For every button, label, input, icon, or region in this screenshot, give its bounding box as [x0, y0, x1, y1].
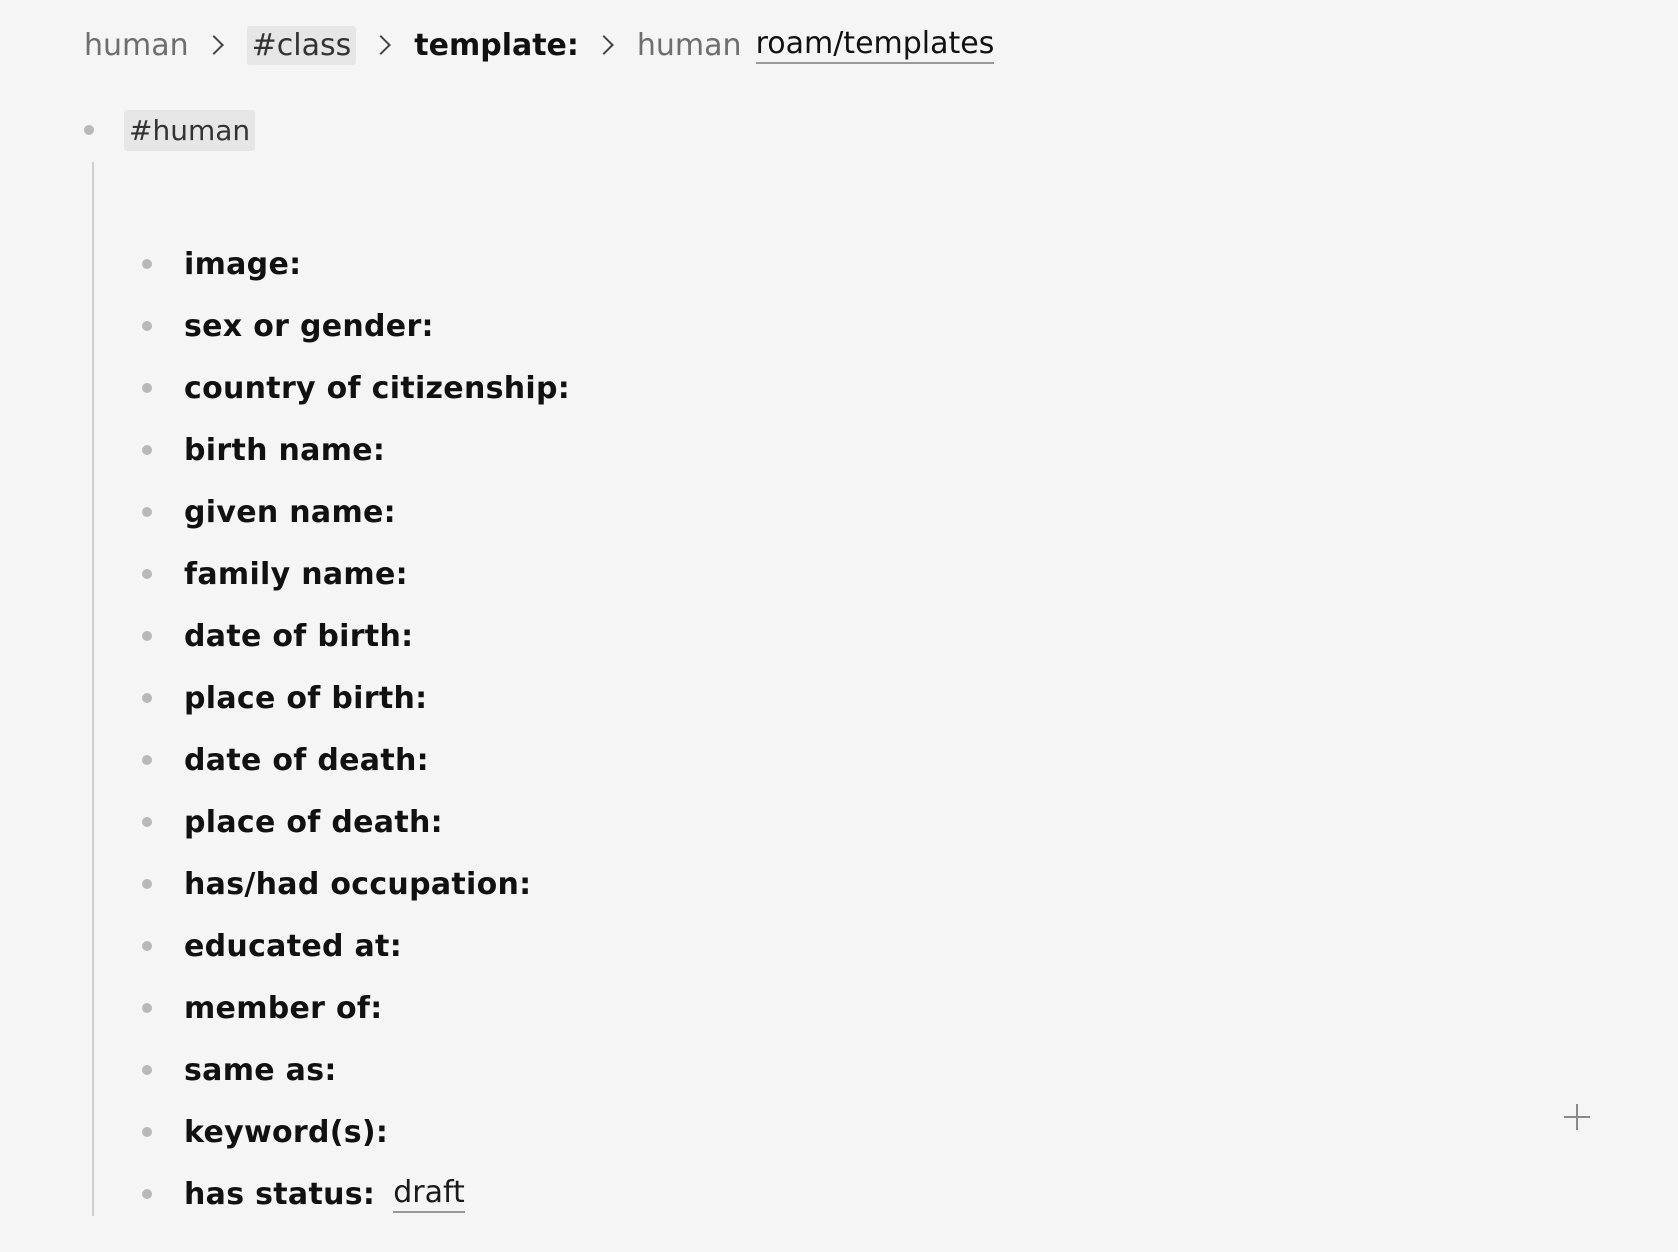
property-key[interactable]: sex or gender: — [184, 308, 434, 344]
property-key[interactable]: given name: — [184, 494, 396, 530]
property-key[interactable]: place of birth: — [184, 680, 428, 716]
breadcrumb-item-template[interactable]: template: — [414, 27, 579, 63]
property-row[interactable] — [142, 1039, 570, 1101]
property-key[interactable]: same as: — [184, 1052, 337, 1088]
bullet-dot-icon[interactable] — [142, 693, 152, 703]
bullet-dot-icon[interactable] — [142, 445, 152, 455]
property-row[interactable] — [142, 915, 570, 977]
chevron-right-icon — [371, 35, 391, 55]
property-row[interactable] — [142, 1163, 570, 1225]
property-row[interactable] — [142, 977, 570, 1039]
property-key[interactable]: keyword(s): — [184, 1114, 389, 1150]
property-row[interactable] — [142, 853, 570, 915]
property-key[interactable]: has status: — [184, 1176, 376, 1212]
breadcrumb-item-class-tag[interactable]: #class — [247, 26, 357, 65]
indent-guide-line[interactable] — [92, 162, 94, 1216]
property-row[interactable] — [142, 791, 570, 853]
property-key[interactable]: date of death: — [184, 742, 429, 778]
bullet-dot-icon[interactable] — [142, 1127, 152, 1137]
property-value-link[interactable]: draft — [393, 1175, 465, 1213]
bullet-dot-icon[interactable] — [142, 941, 152, 951]
bullet-dot-icon[interactable] — [142, 1065, 152, 1075]
plus-icon[interactable] — [1564, 1104, 1590, 1130]
property-key[interactable]: birth name: — [184, 432, 386, 468]
property-key[interactable]: has/had occupation: — [184, 866, 532, 902]
human-tag[interactable]: #human — [124, 110, 255, 151]
bullet-dot-icon[interactable] — [142, 507, 152, 517]
property-key[interactable]: educated at: — [184, 928, 402, 964]
property-key[interactable]: country of citizenship: — [184, 370, 571, 406]
property-row[interactable] — [142, 1101, 570, 1163]
chevron-right-icon — [594, 35, 614, 55]
property-row[interactable] — [142, 729, 570, 791]
chevron-right-icon — [204, 35, 224, 55]
bullet-dot-icon[interactable] — [142, 321, 152, 331]
property-row[interactable] — [142, 357, 570, 419]
bullet-dot-icon[interactable] — [84, 125, 94, 135]
property-row[interactable] — [142, 543, 570, 605]
property-key[interactable]: family name: — [184, 556, 408, 592]
bullet-dot-icon[interactable] — [142, 1189, 152, 1199]
property-key[interactable]: member of: — [184, 990, 383, 1026]
bullet-dot-icon[interactable] — [142, 817, 152, 827]
property-row[interactable] — [142, 295, 570, 357]
roam-templates-link[interactable]: roam/templates — [756, 26, 995, 64]
property-list — [142, 233, 570, 1225]
property-row[interactable] — [142, 233, 570, 295]
bullet-dot-icon[interactable] — [142, 879, 152, 889]
bullet-dot-icon[interactable] — [142, 259, 152, 269]
property-row[interactable] — [142, 481, 570, 543]
property-row[interactable] — [142, 667, 570, 729]
root-block — [84, 108, 255, 152]
breadcrumb-item-human[interactable]: human — [84, 27, 189, 63]
bullet-dot-icon[interactable] — [142, 631, 152, 641]
property-key[interactable]: place of death: — [184, 804, 443, 840]
breadcrumb — [84, 22, 994, 68]
property-row[interactable] — [142, 605, 570, 667]
bullet-dot-icon[interactable] — [142, 383, 152, 393]
property-key[interactable]: date of birth: — [184, 618, 414, 654]
bullet-dot-icon[interactable] — [142, 755, 152, 765]
property-row[interactable] — [142, 419, 570, 481]
bullet-dot-icon[interactable] — [142, 1003, 152, 1013]
bullet-dot-icon[interactable] — [142, 569, 152, 579]
property-key[interactable]: image: — [184, 246, 302, 282]
breadcrumb-item-human-template[interactable]: human — [636, 27, 742, 63]
